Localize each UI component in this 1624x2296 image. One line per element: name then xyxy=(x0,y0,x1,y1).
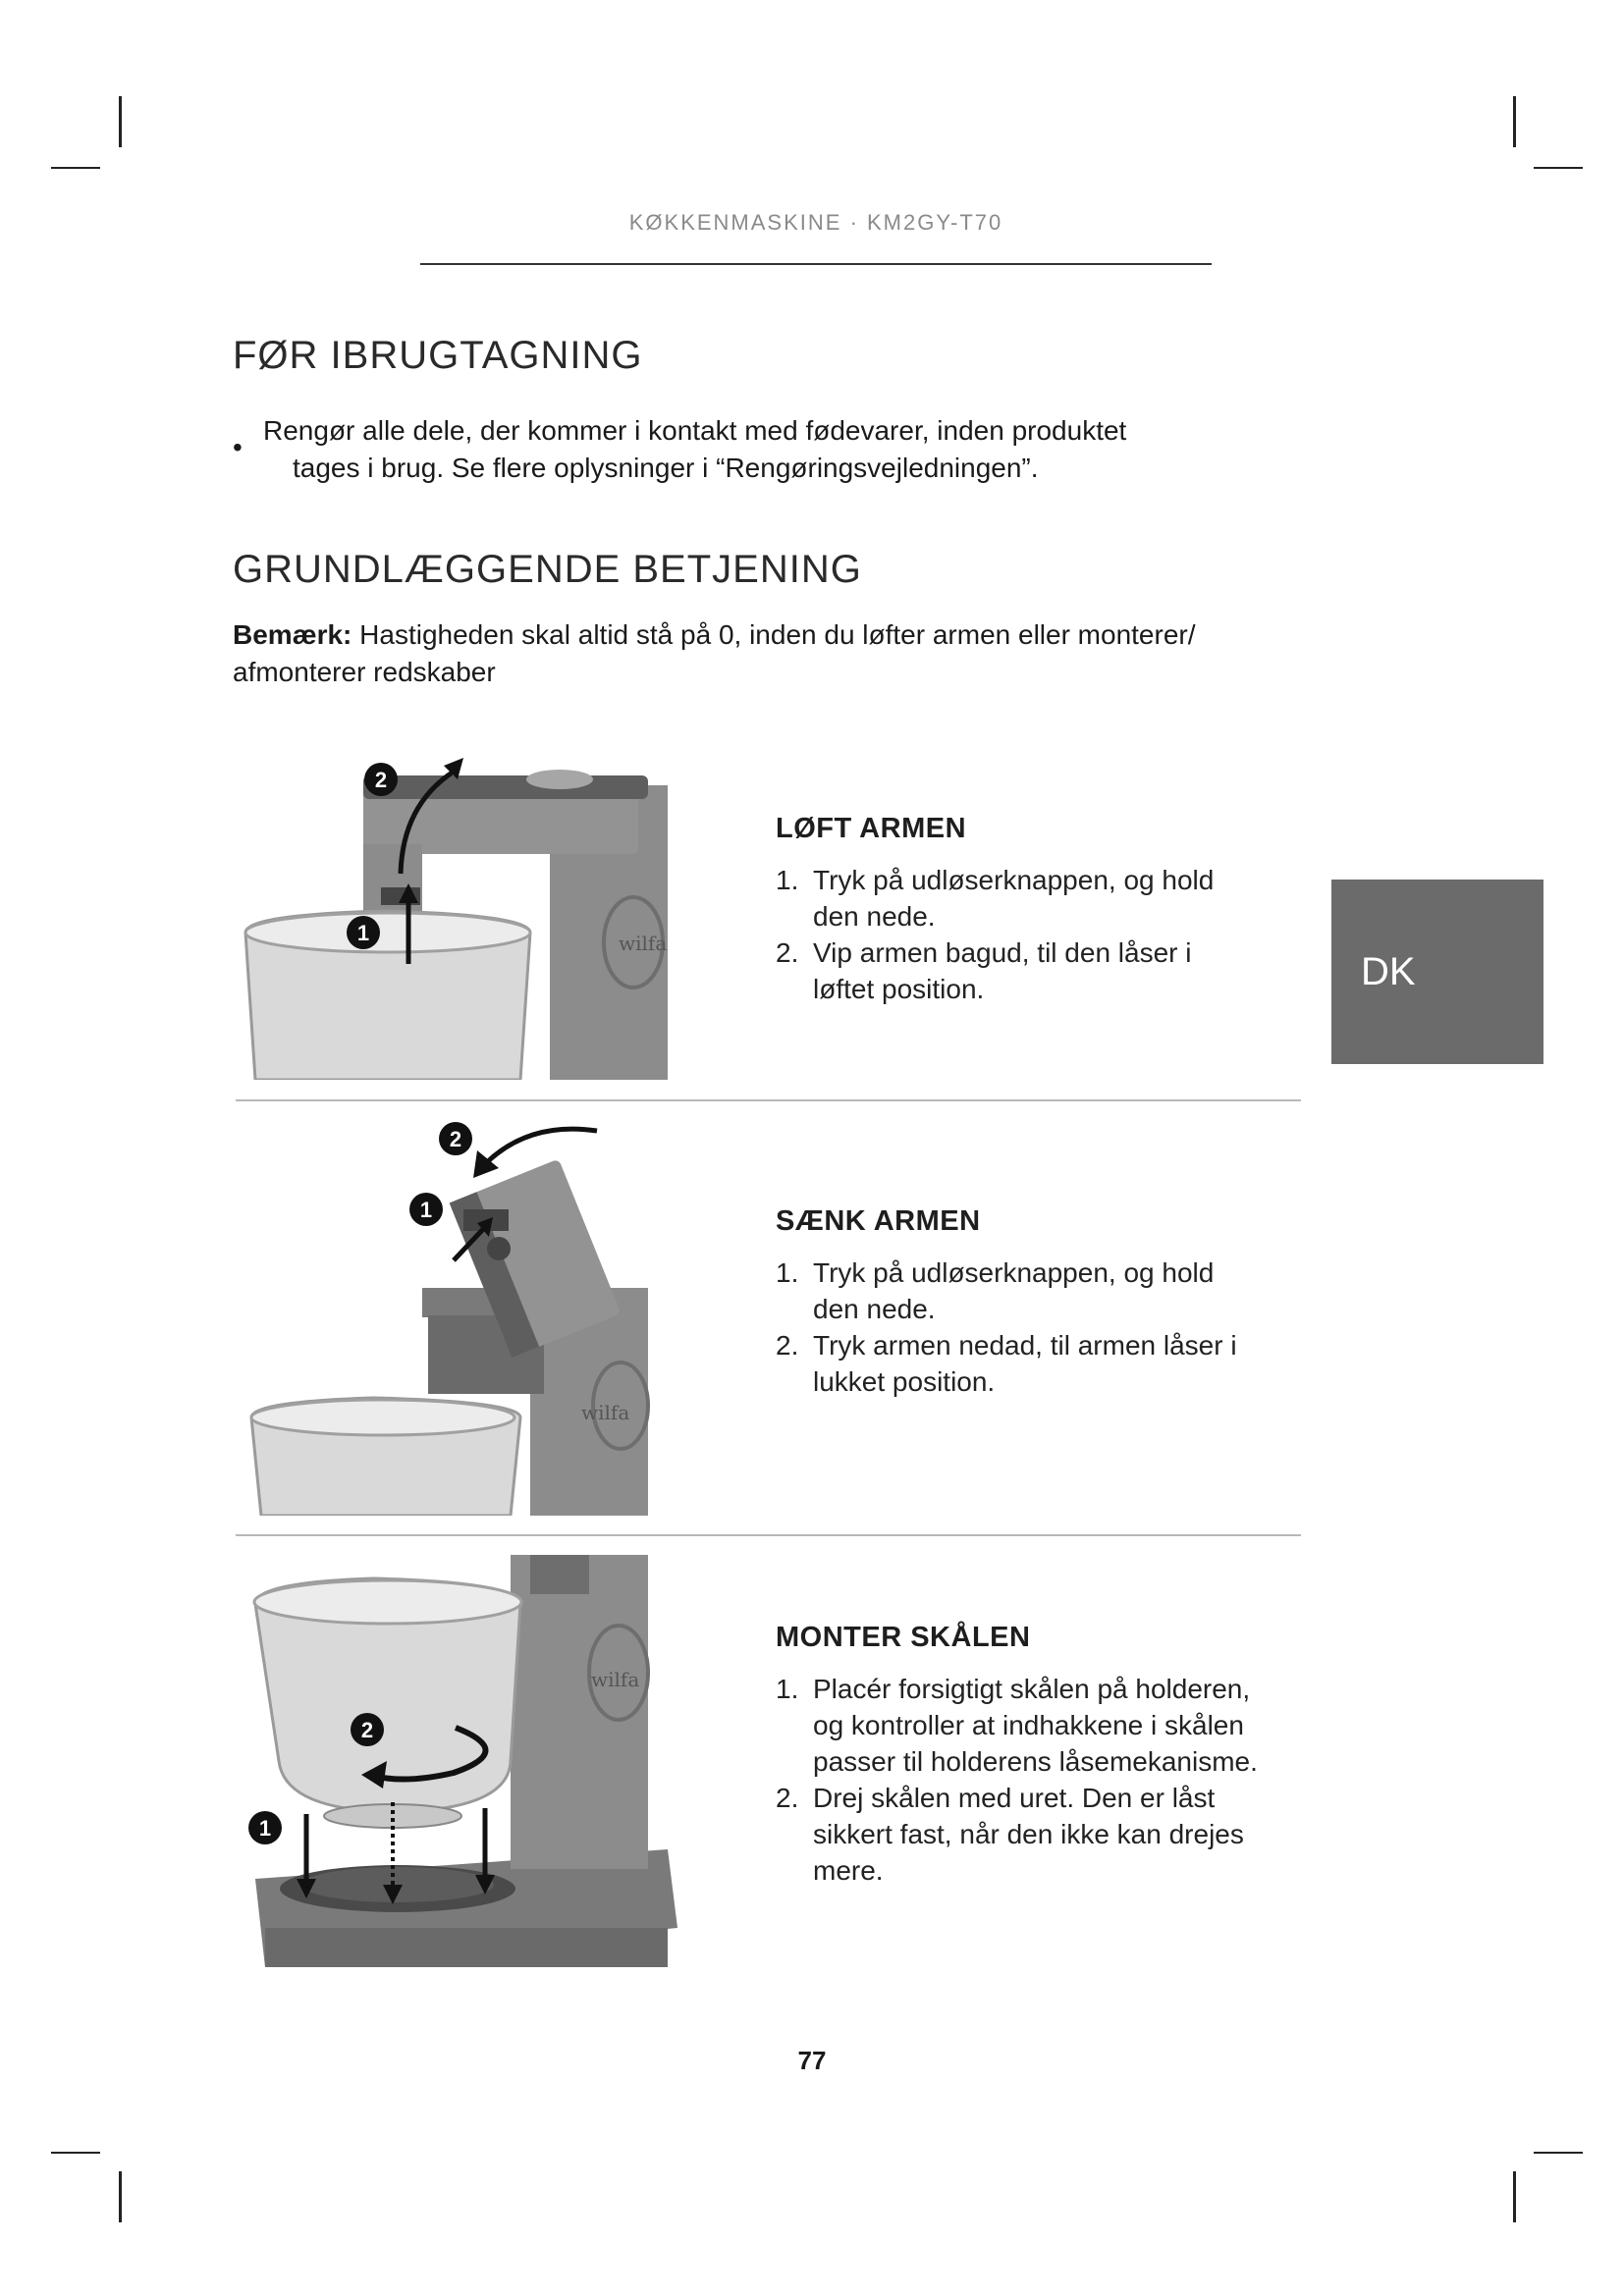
note-label: Bemærk: xyxy=(233,619,352,650)
step-item xyxy=(776,1327,1326,1400)
step-text-line: den nede. xyxy=(813,1294,936,1324)
crop-mark xyxy=(51,167,100,169)
brand-logo: wilfa xyxy=(581,1401,630,1424)
heading-before-use: FØR IBRUGTAGNING xyxy=(233,334,643,377)
step-text-line: løftet position. xyxy=(813,974,985,1004)
step-text-line: Placér forsigtigt skålen på holderen, xyxy=(813,1674,1251,1704)
crop-mark xyxy=(119,96,122,147)
crop-mark xyxy=(119,2171,122,2222)
step-item xyxy=(776,1255,1326,1327)
crop-mark xyxy=(1534,2152,1583,2154)
crop-mark xyxy=(1534,167,1583,169)
step-text-line: lukket position. xyxy=(813,1366,996,1397)
step-number: 2. xyxy=(776,1783,799,1813)
marker-1: 1 xyxy=(258,1816,272,1841)
illustration-mount-bowl xyxy=(236,1555,687,1987)
step-number: 1. xyxy=(776,1257,799,1288)
header-rule xyxy=(420,263,1212,265)
section-divider xyxy=(236,1534,1301,1536)
title-mount-bowl: MONTER SKÅLEN xyxy=(776,1622,1031,1653)
step-text-line: den nede. xyxy=(813,901,936,932)
marker-2: 2 xyxy=(449,1127,462,1151)
running-header: KØKKENMASKINE · KM2GY-T70 xyxy=(628,210,1003,235)
step-number: 1. xyxy=(776,865,799,895)
step-text-line: Tryk på udløserknappen, og hold xyxy=(813,865,1215,895)
step-text-line: Tryk armen nedad, til armen låser i xyxy=(813,1330,1237,1361)
step-text-line: Tryk på udløserknappen, og hold xyxy=(813,1257,1215,1288)
note-line-1: Hastigheden skal altid stå på 0, inden du løfter armen eller monterer/ xyxy=(352,619,1196,650)
step-item xyxy=(776,862,1326,934)
illustration-lift-arm xyxy=(236,746,687,1080)
step-number: 2. xyxy=(776,937,799,968)
step-number: 2. xyxy=(776,1330,799,1361)
illustration-lower-arm xyxy=(236,1111,687,1516)
marker-2: 2 xyxy=(374,768,388,792)
language-tab: DK xyxy=(1331,880,1543,1064)
bullet-line-2: tages i brug. Se flere oplysninger i “Rengøringsvejledningen”. xyxy=(293,453,1039,483)
steps-lift-arm xyxy=(776,862,1326,1007)
note-paragraph xyxy=(233,616,1303,691)
page-number: 77 xyxy=(797,2046,827,2075)
brand-logo: wilfa xyxy=(591,1668,640,1691)
step-number: 1. xyxy=(776,1674,799,1704)
bullet-paragraph xyxy=(263,412,1265,487)
step-item xyxy=(776,934,1326,1007)
note-line-2: afmonterer redskaber xyxy=(233,657,496,687)
step-text-line: Vip armen bagud, til den låser i xyxy=(813,937,1192,968)
brand-logo: wilfa xyxy=(619,932,668,955)
marker-1: 1 xyxy=(356,921,370,945)
step-text-line: mere. xyxy=(813,1855,884,1886)
crop-mark xyxy=(1513,96,1516,147)
step-text-line: sikkert fast, når den ikke kan drejes xyxy=(813,1819,1244,1849)
section-divider xyxy=(236,1099,1301,1101)
step-text-line: og kontroller at indhakkene i skålen xyxy=(813,1710,1244,1740)
marker-1: 1 xyxy=(419,1198,433,1222)
step-text-line: passer til holderens låsemekanisme. xyxy=(813,1746,1258,1777)
marker-2: 2 xyxy=(360,1718,374,1742)
step-item xyxy=(776,1671,1326,1780)
steps-lower-arm xyxy=(776,1255,1326,1400)
crop-mark xyxy=(1513,2171,1516,2222)
bullet-line-1: Rengør alle dele, der kommer i kontakt med fødevarer, inden produktet xyxy=(263,415,1127,446)
steps-mount-bowl xyxy=(776,1671,1326,1889)
step-item xyxy=(776,1780,1326,1889)
title-lift-arm: LØFT ARMEN xyxy=(776,813,967,844)
crop-mark xyxy=(51,2152,100,2154)
bullet-dot: • xyxy=(233,432,243,462)
title-lower-arm: SÆNK ARMEN xyxy=(776,1205,981,1237)
heading-basic-operation: GRUNDLÆGGENDE BETJENING xyxy=(233,548,862,591)
step-text-line: Drej skålen med uret. Den er låst xyxy=(813,1783,1216,1813)
